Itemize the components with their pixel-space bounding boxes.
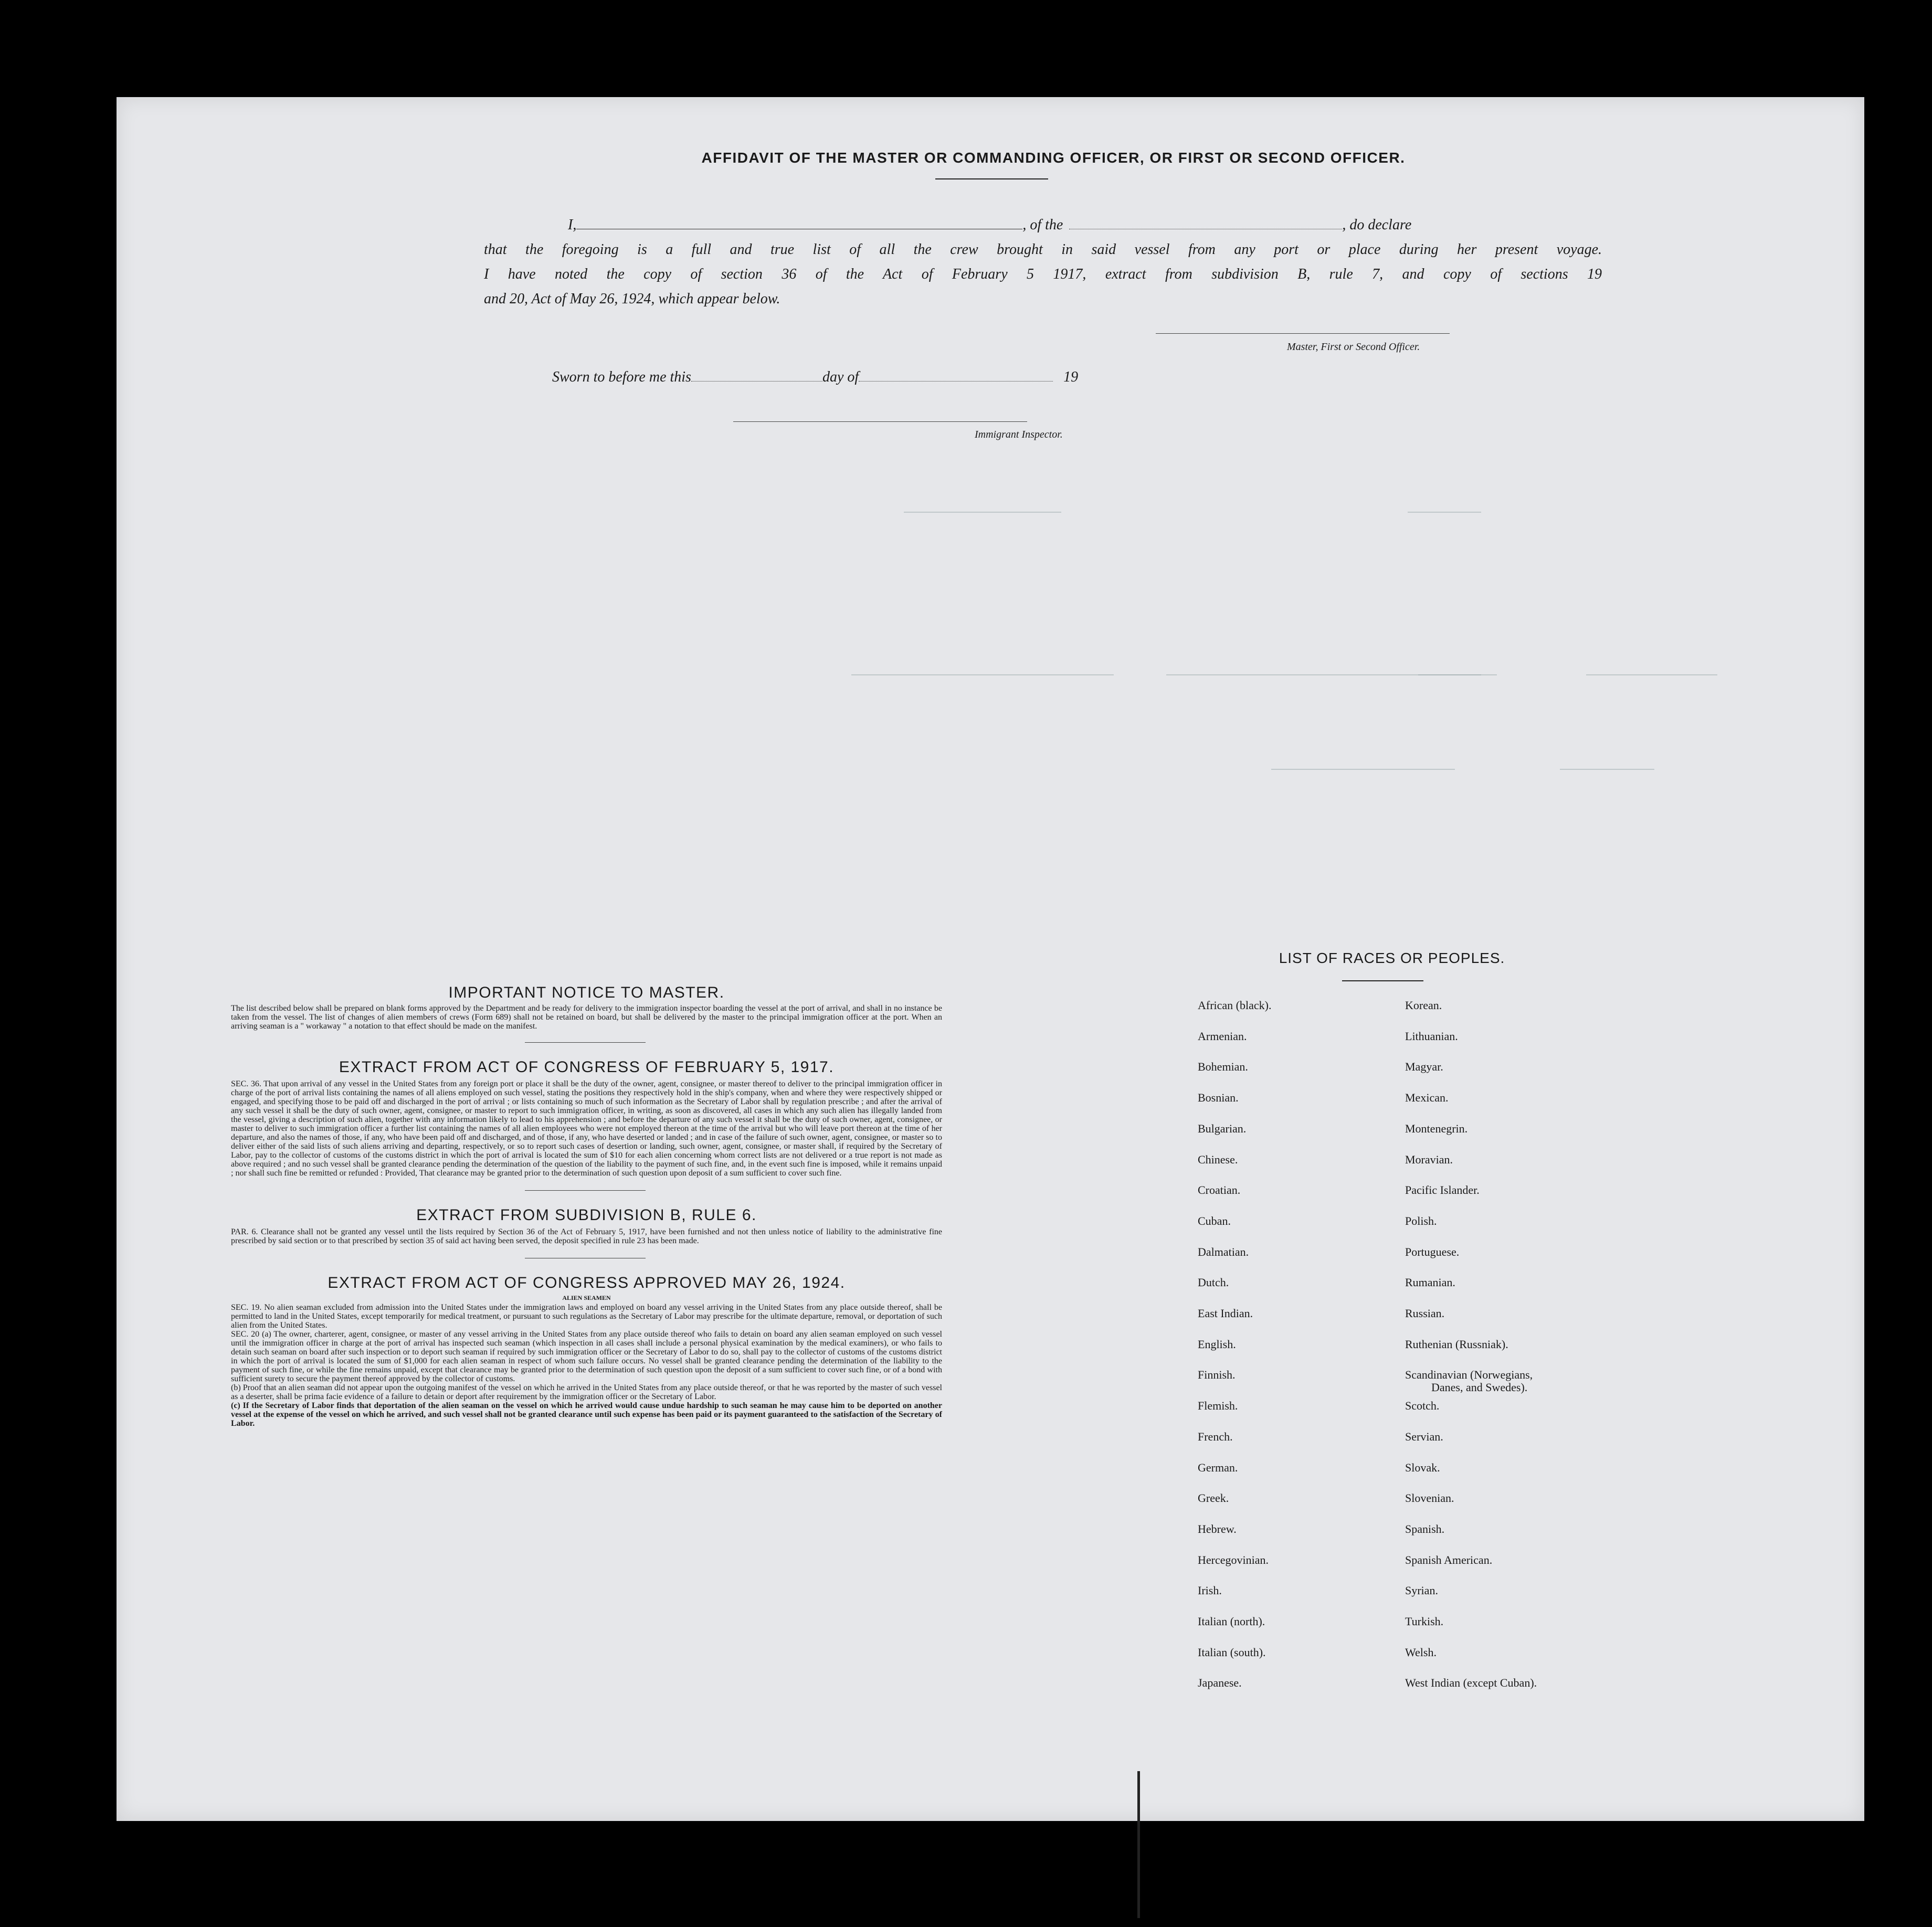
race-item: Finnish. (1198, 1368, 1236, 1382)
race-item: Flemish. (1198, 1399, 1238, 1413)
decl-do-declare: , do declare (1342, 217, 1412, 233)
extract-1917-text: SEC. 36. That upon arrival of any vessel in the United States from any foreign port or place it shall be the duty of the owner, agent, consignee, or master thereof to deliver to the principal immigration officer in charge of the port of arrival lists containing the names of all aliens employed on such vessel, stating the positions they respectively hold in the ship's company, when and where they were respectively shipped or engaged, and specifying those to be paid off and discharged in the port of arrival ; or lists containing so much of such information as the Secretary of Labor shall by regulation prescribe ; and after the arrival of any such vessel it shall be the duty of such owner, agent, consignee, or master to report to such immigration officer, in writing, as soon as discovered, all cases in which any such alien has illegally landed from the vessel, giving a description of such alien, together with any information likely to lead to his apprehension ; and before the departure of any such vessel it shall be the duty of such owner, agent, consignee, or master to deliver to such immigration officer a further list containing the names of all alien employees who were not employed thereon at the time of the arrival but who will leave port thereon at the time of her departure, and also the names of those, if any, who have been paid off and discharged, and of those, if any, who have deserted or landed ; and in case of the failure of such owner, agent, consignee, or master so to deliver either of the said lists of such aliens arriving and departing, respectively, or so to report such cases of desertion or landing, such owner, agent, consignee, or master shall, if required by the Secretary of Labor, pay to the collector of customs of the customs district in which the port of arrival is located the sum of $10 for each alien concerning whom correct lists are not delivered or a true report is not made as above required ; and no such vessel shall be granted clearance pending the determination of the question of the liability to the payment of such fine, and, in the event such fine is imposed, while it remains unpaid ; nor shall such fine be remitted or refunded : Provided, That clearance may be granted prior to the determination of such question upon deposit of a sum sufficient to cover such fine. (231, 1079, 942, 1178)
vessel-blank[interactable] (1069, 218, 1342, 229)
decl-line3: I have noted the copy of section 36 of the Act of February 5 1917, extract from subdivision B, rule 7, and copy of sections 19 (484, 266, 1602, 282)
decl-line4: and 20, Act of May 26, 1924, which appear below. (484, 291, 780, 307)
race-item: Ruthenian (Russniak). (1405, 1337, 1508, 1351)
race-item: Italian (south). (1198, 1645, 1266, 1659)
extract-1924-sec20a: SEC. 20 (a) The owner, charterer, agent, consignee, or master of any vessel arriving in the United States from any place outside thereof who fails to detain on board any alien seaman employed on such vessel until the immigration officer in charge at the port of arrival has inspected such seaman (which inspection in all cases shall include a personal physical examination by the medical examiners), or who fails to detain such seaman on board after such inspection or to deport such seaman if required by such immigration officer or the Secretary of Labor to do so, shall pay to the collector of customs of the customs district in which the port of arrival is located the sum of $1,000 for each alien seaman in respect of whom such failure occurs. No vessel shall be granted clearance pending the determination of the liability to the payment of such fine, or while the fine remains unpaid, except that clearance may be granted prior to the determination of such question upon the deposit of a sum sufficient to cover such fine, or of a bond with sufficient surety to secure the payment thereof approved by the collector of customs. (231, 1330, 942, 1383)
sworn-day-of: day of (822, 369, 859, 385)
race-item: Japanese. (1198, 1676, 1242, 1690)
race-item: German. (1198, 1460, 1238, 1474)
race-item: Slovenian. (1405, 1491, 1454, 1505)
inspector-signature-line[interactable] (733, 421, 1027, 422)
extract-rule6-text: PAR. 6. Clearance shall not be granted any vessel until the lists required by Section 36 of the Act of February 5, 1917, have been furnished and not then unless notice of liability to the administrative fine prescribed by said section or to that prescribed by section 35 of said act having been served, the deposit specified in rule 23 has been made. (231, 1227, 942, 1245)
paper-crease (1137, 1771, 1140, 1918)
race-item: Bulgarian. (1198, 1121, 1247, 1135)
sworn-line (552, 369, 1078, 386)
race-item: Italian (north). (1198, 1615, 1265, 1628)
extract-1924-sec20b: (b) Proof that an alien seaman did not appear upon the outgoing manifest of the vessel on which he arrived in the United States from any place outside thereof, or that he was reported by the master of such vessel as a deserter, shall be prima facie evidence of a failure to detain or deport after requirement by the immigration officer or the Secretary of Labor. (231, 1383, 942, 1401)
name-blank[interactable] (576, 218, 1022, 229)
extract-1917-heading: EXTRACT FROM ACT OF CONGRESS OF FEBRUARY 5, 1917. (339, 1058, 835, 1076)
title-underline (935, 178, 1048, 179)
race-item: Scandinavian (Norwegians, (1405, 1368, 1533, 1382)
race-item: Cuban. (1198, 1214, 1231, 1227)
sworn-month-blank[interactable] (859, 372, 1053, 382)
race-item: Mexican. (1405, 1091, 1449, 1105)
decl-line2: that the foregoing is a full and true list of all the crew brought in said vessel from any port or place during her present voyage. (484, 241, 1602, 258)
master-signature-caption: Master, First or Second Officer. (1287, 341, 1420, 353)
divider (525, 1042, 646, 1043)
race-item: Portuguese. (1405, 1245, 1460, 1258)
bleed-through-mark (1271, 769, 1455, 770)
race-item: Moravian. (1405, 1152, 1453, 1166)
bleed-through-mark (1418, 674, 1497, 675)
race-item: Chinese. (1198, 1152, 1238, 1166)
extract-1924-subheading: ALIEN SEAMEN (562, 1294, 611, 1301)
race-item: Russian. (1405, 1307, 1445, 1320)
bleed-through-mark (851, 674, 1114, 675)
race-item: Turkish. (1405, 1615, 1444, 1628)
race-item: Rumanian. (1405, 1276, 1455, 1289)
important-notice-text: The list described below shall be prepared on blank forms approved by the Department and be ready for delivery to the immigration inspector boarding the vessel at the port of arrival, and shall in no instance be taken from the vessel. The list of changes of alien members of crews (Form 689) shall not be retained on board, but shall be delivered by the master to the principal immigration officer at the port. When an arriving seaman is a " workaway " a notation to that effect should be made on the manifest. (231, 1004, 942, 1031)
race-item: Korean. (1405, 999, 1442, 1012)
race-item: Croatian. (1198, 1183, 1241, 1197)
race-item: Montenegrin. (1405, 1121, 1468, 1135)
legal-column (231, 984, 942, 1428)
race-item: Hercegovinian. (1198, 1553, 1269, 1566)
race-item: Scotch. (1405, 1399, 1440, 1413)
extract-1924-sec20c: (c) If the Secretary of Labor finds that deportation of the alien seaman on the vessel on which he arrived would cause undue hardship to such seaman he may cause him to be deported on another vessel at the expense of the vessel on which he arrived, and such vessel shall not be granted clearance until such expense has been paid or its payment guaranteed to the satisfaction of the Secretary of Labor. (231, 1401, 942, 1428)
race-item: Polish. (1405, 1214, 1437, 1227)
race-item: Lithuanian. (1405, 1029, 1458, 1043)
race-item: Dalmatian. (1198, 1245, 1249, 1258)
race-item: Hebrew. (1198, 1522, 1237, 1536)
bleed-through-mark (904, 512, 1061, 513)
race-item: Armenian. (1198, 1029, 1247, 1043)
race-item: Syrian. (1405, 1584, 1438, 1597)
bleed-through-mark (1560, 769, 1654, 770)
race-item: Bohemian. (1198, 1060, 1248, 1074)
race-item: Spanish American. (1405, 1553, 1493, 1566)
divider (525, 1190, 646, 1191)
important-notice-heading: IMPORTANT NOTICE TO MASTER. (448, 984, 725, 1001)
bleed-through-mark (1408, 512, 1481, 513)
race-item-continuation: Danes, and Swedes). (1431, 1381, 1528, 1394)
extract-1924-heading: EXTRACT FROM ACT OF CONGRESS APPROVED MAY 26, 1924. (328, 1274, 846, 1291)
sworn-day-blank[interactable] (691, 372, 822, 382)
affidavit-declaration (484, 213, 1602, 311)
affidavit-title: AFFIDAVIT OF THE MASTER OR COMMANDING OFFICER, OR FIRST OR SECOND OFFICER. (701, 150, 1406, 166)
race-item: Dutch. (1198, 1276, 1229, 1289)
race-item: Slovak. (1405, 1460, 1440, 1474)
race-item: Welsh. (1405, 1645, 1437, 1659)
race-item: Pacific Islander. (1405, 1183, 1480, 1197)
race-item: Spanish. (1405, 1522, 1445, 1536)
race-item: Servian. (1405, 1430, 1443, 1443)
document-page (117, 97, 1864, 1821)
race-item: Magyar. (1405, 1060, 1443, 1074)
race-item: East Indian. (1198, 1307, 1253, 1320)
sworn-year: 19 (1063, 369, 1079, 385)
races-underline (1342, 980, 1423, 981)
inspector-caption: Immigrant Inspector. (975, 429, 1063, 440)
race-item: Greek. (1198, 1491, 1229, 1505)
race-item: African (black). (1198, 999, 1272, 1012)
decl-of-the: , of the (1022, 217, 1063, 233)
bleed-through-mark (1586, 674, 1717, 675)
decl-i: I, (568, 217, 577, 233)
extract-rule6-heading: EXTRACT FROM SUBDIVISION B, RULE 6. (416, 1206, 757, 1224)
sworn-text: Sworn to before me this (552, 369, 691, 385)
race-item: Bosnian. (1198, 1091, 1239, 1105)
race-item: English. (1198, 1337, 1236, 1351)
race-item: French. (1198, 1430, 1233, 1443)
master-signature-line[interactable] (1156, 333, 1450, 334)
extract-1924-sec19: SEC. 19. No alien seaman excluded from admission into the United States under the immigration laws and employed on board any vessel arriving in the United States from any place outside thereof, shall be permitted to land in the United States, except temporarily for medical treatment, or pursuant to such regulations as the Secretary of Labor may prescribe for the ultimate departure, removal, or deportation of such alien from the United States. (231, 1303, 942, 1330)
race-item: West Indian (except Cuban). (1405, 1676, 1537, 1690)
race-item: Irish. (1198, 1584, 1222, 1597)
races-heading: LIST OF RACES OR PEOPLES. (1279, 950, 1505, 966)
